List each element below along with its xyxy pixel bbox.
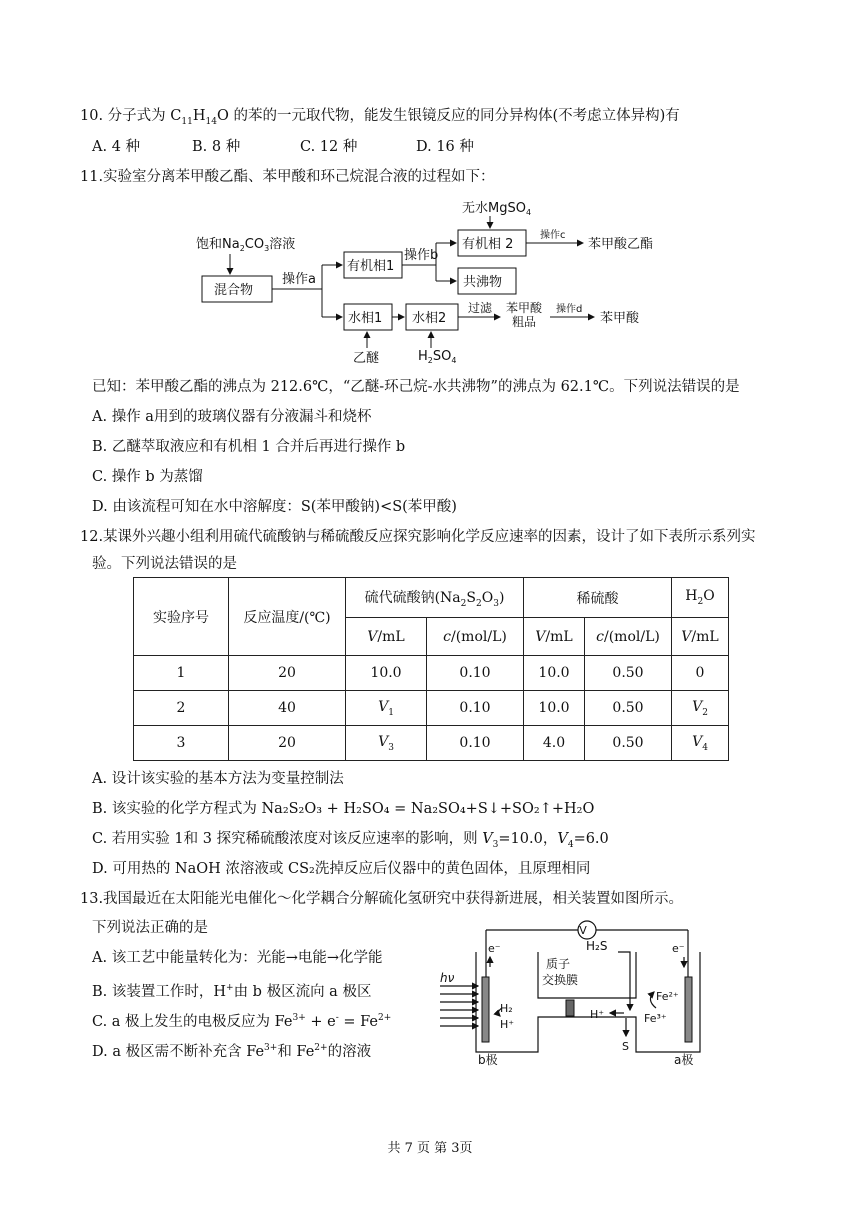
label-crude-2: 粗品 bbox=[512, 315, 537, 329]
q12-option-d: D. 可用热的 NaOH 浓溶液或 CS₂洗掉反应后仪器中的黄色固体，且原理相同 bbox=[92, 861, 591, 877]
q12-stem-line1: 12.某课外兴趣小组利用硫代硫酸钠与稀硫酸反应探究影响化学反应速率的因素，设计了如下表所示系列实 bbox=[80, 529, 756, 545]
th-c1: c/(mol/L) bbox=[427, 618, 524, 656]
q13-stem: 13.我国最近在太阳能光电催化～化学耦合分解硫化氢研究中获得新进展，相关装置如图所示。 bbox=[80, 891, 684, 907]
table-row: 1 20 10.0 0.10 10.0 0.50 0 bbox=[134, 656, 729, 691]
q11-option-d: D. 由该流程可知在水中溶解度：S(苯甲酸钠)<S(苯甲酸) bbox=[92, 499, 457, 515]
th-v2: V/mL bbox=[524, 618, 585, 656]
svg-text:S: S bbox=[622, 1040, 629, 1053]
q12-option-c: C. 若用实验 1和 3 探究稀硫酸浓度对该反应速率的影响，则 $V_3=10.0$，$V_4=6.0$ bbox=[92, 831, 609, 850]
label-ether: 乙醚 bbox=[353, 351, 380, 366]
reagent-mgso4: 无水MgSO$_4$ bbox=[462, 201, 532, 217]
label-organic1: 有机相1 bbox=[347, 259, 395, 274]
label-crude-1: 苯甲酸 bbox=[506, 301, 543, 315]
svg-text:a极: a极 bbox=[674, 1053, 694, 1067]
th-seq: 实验序号 bbox=[134, 578, 229, 656]
proton-membrane bbox=[566, 1000, 574, 1016]
svg-text:b极: b极 bbox=[478, 1053, 498, 1067]
th-temp: 反应温度/(℃) bbox=[229, 578, 346, 656]
label-filter: 过滤 bbox=[468, 301, 493, 315]
svg-text:V: V bbox=[579, 924, 587, 937]
label-water2: 水相2 bbox=[412, 311, 447, 326]
b-electrode bbox=[482, 977, 489, 1042]
q10-option-a: A. 4 种 bbox=[92, 139, 141, 155]
label-op-a: 操作a bbox=[282, 272, 316, 287]
q11-option-a: A. 操作 a用到的玻璃仪器有分液漏斗和烧杯 bbox=[92, 409, 372, 425]
svg-text:H⁺: H⁺ bbox=[500, 1018, 515, 1031]
th-vw: V/mL bbox=[672, 618, 729, 656]
th-water: $H_2O$ bbox=[672, 578, 729, 618]
label-op-c: 操作c bbox=[540, 230, 566, 241]
q13-option-a: A. 该工艺中能量转化为：光能→电能→化学能 bbox=[92, 950, 383, 966]
q10-option-b: B. 8 种 bbox=[192, 139, 241, 155]
q10-option-c: C. 12 种 bbox=[300, 139, 358, 155]
q13-ask: 下列说法正确的是 bbox=[92, 920, 208, 936]
svg-text:e⁻: e⁻ bbox=[672, 942, 685, 955]
label-op-d: 操作d bbox=[556, 304, 583, 315]
q10-option-d: D. 16 种 bbox=[416, 139, 474, 155]
label-water1: 水相1 bbox=[348, 311, 383, 326]
q11-option-c: C. 操作 b 为蒸馏 bbox=[92, 469, 203, 485]
q12-table bbox=[133, 577, 729, 761]
svg-text:交换膜: 交换膜 bbox=[542, 973, 579, 987]
q10-stem: 10. 分子式为 $C_{11}H_{14}O$ 的苯的一元取代物，能发生银镜反应的同分异构体(不考虑立体异构)有 bbox=[80, 108, 680, 127]
q12-option-b: B. 该实验的化学方程式为 Na₂S₂O₃ + H₂SO₄ = Na₂SO₄+S↓+SO₂↑+H₂O bbox=[92, 801, 595, 817]
a-electrode bbox=[685, 977, 692, 1042]
svg-text:hν: hν bbox=[440, 971, 455, 985]
svg-text:质子: 质子 bbox=[546, 957, 571, 971]
label-mixture: 混合物 bbox=[214, 283, 254, 298]
label-op-b: 操作b bbox=[404, 248, 439, 263]
svg-text:H2SO4: $H_2SO_4$ bbox=[418, 349, 457, 365]
label-acid: 苯甲酸 bbox=[600, 311, 640, 326]
th-c2: c/(mol/L) bbox=[585, 618, 672, 656]
q13-option-d: D. a 极区需不断补充含 $Fe^{3+}$和 $Fe^{2+}$的溶液 bbox=[92, 1043, 372, 1060]
table-row: 3 20 $V_3$ 0.10 4.0 0.50 $V_4$ bbox=[134, 726, 729, 761]
label-organic2: 有机相 2 bbox=[462, 237, 514, 252]
label-ester: 苯甲酸乙酯 bbox=[588, 237, 654, 252]
svg-text:H₂: H₂ bbox=[500, 1002, 513, 1015]
q13-option-c: C. a 极上发生的电极反应为 $Fe^{3+} + e^- = Fe^{2+}$ bbox=[92, 1013, 392, 1030]
q11-flowchart bbox=[190, 196, 690, 366]
q13-device-diagram bbox=[438, 912, 718, 1072]
svg-text:Fe³⁺: Fe³⁺ bbox=[644, 1012, 667, 1025]
svg-text:e⁻: e⁻ bbox=[488, 942, 501, 955]
q11-stem: 11.实验室分离苯甲酸乙酯、苯甲酸和环己烷混合液的过程如下： bbox=[80, 169, 495, 185]
q11-option-b: B. 乙醚萃取液应和有机相 1 合并后再进行操作 b bbox=[92, 439, 406, 455]
th-thio: 硫代硫酸钠$(Na_2S_2O_3)$ bbox=[346, 578, 524, 618]
q12-option-a: A. 设计该实验的基本方法为变量控制法 bbox=[92, 771, 344, 787]
svg-text:H⁺: H⁺ bbox=[590, 1008, 605, 1021]
reagent-na2co3: 饱和$Na_2CO_3$溶液 bbox=[196, 237, 296, 253]
svg-text:H₂S: H₂S bbox=[586, 939, 608, 953]
q13-option-b: B. 该装置工作时，H+由 b 极区流向 a 极区 bbox=[92, 983, 372, 1000]
th-v1: V/mL bbox=[346, 618, 427, 656]
label-azeotrope: 共沸物 bbox=[463, 275, 503, 290]
table-row: 2 40 $V_1$ 0.10 10.0 0.50 $V_2$ bbox=[134, 691, 729, 726]
page-footer: 共 7 页 第 3页 bbox=[387, 1141, 473, 1156]
q12-stem-line2: 验。下列说法错误的是 bbox=[92, 556, 237, 572]
th-acid: 稀硫酸 bbox=[524, 578, 672, 618]
svg-text:Fe²⁺: Fe²⁺ bbox=[656, 990, 679, 1003]
q11-known: 已知：苯甲酸乙酯的沸点为 212.6℃，“乙醚-环己烷-水共沸物”的沸点为 62.1℃。下列说法错误的是 bbox=[92, 379, 740, 395]
